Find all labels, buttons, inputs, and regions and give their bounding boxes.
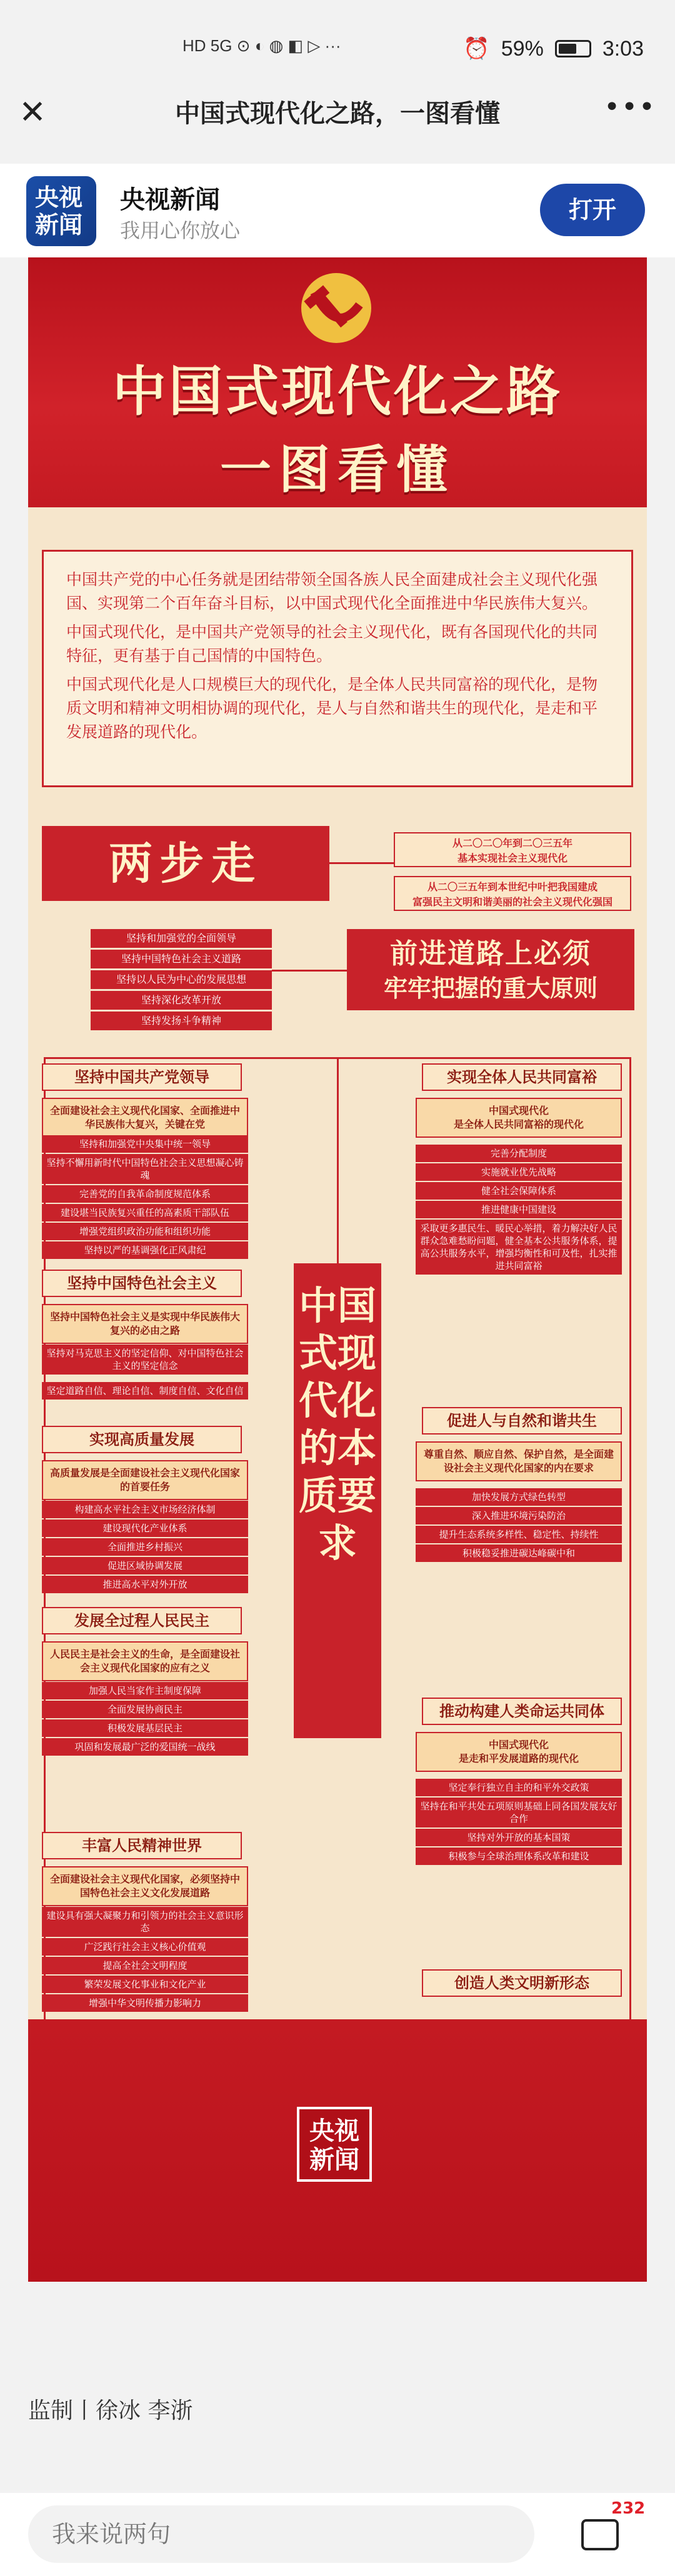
center-title: 中国式现代化的本质要求 [294,1263,381,1738]
section-title: 实现高质量发展 [42,1426,242,1453]
section-title: 发展全过程人民民主 [42,1607,242,1634]
principle-item: 坚持发扬斗争精神 [91,1012,272,1030]
section-item: 推进高水平对外开放 [42,1576,248,1593]
poster-header [28,257,647,507]
section-item: 提升生态系统多样性、稳定性、持续性 [416,1526,622,1543]
poster-subtitle: 一图看懂 [219,440,455,500]
app-logo-line2: 新闻 [35,211,83,239]
connector [329,862,394,864]
section-item: 坚持对外开放的基本国策 [416,1829,622,1846]
page-title: 中国式现代化之路，一图看懂 [175,99,500,128]
credits-line: 监制丨徐冰 李浙 [28,2398,193,2424]
app-logo-line1: 央视 [35,184,83,211]
app-slogan: 我用心你放心 [120,219,241,242]
principles-line1: 前进道路上必须 [390,938,591,970]
section-item: 建设具有强大凝聚力和引领力的社会主义意识形态 [42,1907,248,1937]
comment-input[interactable]: 我来说两句 [28,2505,534,2563]
principle-item: 坚持和加强党的全面领导 [91,929,272,948]
app-name: 央视新闻 [120,186,220,214]
clock: 3:03 [602,36,644,61]
close-icon[interactable]: ✕ [19,94,46,131]
section-item: 坚持和加强党中央集中统一领导 [42,1135,248,1153]
comment-icon[interactable] [581,2519,619,2550]
principle-item: 坚持中国特色社会主义道路 [91,950,272,968]
connector [629,1057,631,2032]
section-title: 促进人与自然和谐共生 [422,1407,622,1435]
section-item: 积极参与全球治理体系改革和建设 [416,1847,622,1865]
more-options-icon[interactable]: ••• [604,91,656,123]
section-lead: 中国式现代化 是全体人民共同富裕的现代化 [416,1098,622,1138]
intro-paragraph: 中国式现代化是人口规模巨大的现代化，是全体人民共同富裕的现代化，是物质文明和精神文明相协调的现代化，是人与自然和谐共生的现代化，是走和平发展道路的现代化。 [66,675,598,741]
section-item: 坚持以严的基调强化正风肃纪 [42,1241,248,1259]
title-bar [0,69,675,162]
section-title: 推动构建人类命运共同体 [422,1698,622,1725]
status-right [463,36,644,61]
section-item: 完善分配制度 [416,1145,622,1162]
section-lead: 人民民主是社会主义的生命，是全面建设社会主义现代化国家的应有之义 [42,1641,248,1681]
section-item: 推进健康中国建设 [416,1201,622,1218]
connector [272,970,347,972]
section-item: 巩固和发展最广泛的爱国统一战线 [42,1738,248,1756]
section-lead: 高质量发展是全面建设社会主义现代化国家的首要任务 [42,1460,248,1500]
comment-bar [0,2493,675,2576]
section-item: 提高全社会文明程度 [42,1957,248,1974]
section-item: 坚定道路自信、理论自信、制度自信、文化自信 [42,1382,248,1400]
step-item: 从二〇二〇年到二〇三五年 基本实现社会主义现代化 [394,832,631,867]
section-item: 增强党组织政治功能和组织功能 [42,1223,248,1240]
footer-logo-line2: 新闻 [309,2146,359,2174]
section-item: 建设堪当民族复兴重任的高素质干部队伍 [42,1204,248,1221]
section-item: 积极稳妥推进碳达峰碳中和 [416,1544,622,1562]
alarm-icon: ⏰ [463,37,490,61]
section-item: 加强人民当家作主制度保障 [42,1682,248,1699]
section-item: 实施就业优先战略 [416,1163,622,1181]
intro-paragraph: 中国共产党的中心任务就是团结带领全国各族人民全面建成社会主义现代化强国、实现第二个百年奋斗目标，以中国式现代化全面推进中华民族伟大复兴。 [66,570,598,612]
section-item: 繁荣发展文化事业和文化产业 [42,1976,248,1993]
section-title: 丰富人民精神世界 [42,1832,242,1859]
section-item: 坚持对马克思主义的坚定信仰、对中国特色社会主义的坚定信念 [42,1345,248,1375]
section-title: 坚持中国特色社会主义 [42,1270,242,1297]
status-icons: HD 5G ⊙ ◐ ◍ ◧ ▷ ··· [182,36,341,55]
section-title: 坚持中国共产党领导 [42,1063,242,1091]
comment-count: 232 [611,2499,646,2518]
section-item: 坚持在和平共处五项原则基础上同各国发展友好合作 [416,1798,622,1828]
principles-line2: 牢牢把握的重大原则 [383,974,598,1002]
section-title: 创造人类文明新形态 [422,1969,622,1997]
section-lead: 全面建设社会主义现代化国家、全面推进中华民族伟大复兴，关键在党 [42,1098,248,1138]
footer-logo-line1: 央视 [309,2117,359,2146]
app-logo [26,176,96,246]
section-lead: 尊重自然、顺应自然、保护自然，是全面建设社会主义现代化国家的内在要求 [416,1441,622,1481]
intro-box [42,550,633,787]
section-lead: 中国式现代化 是走和平发展道路的现代化 [416,1732,622,1772]
section-item: 完善党的自我革命制度规范体系 [42,1185,248,1203]
section-item: 深入推进环境污染防治 [416,1507,622,1524]
app-banner [0,164,675,257]
battery-percent: 59% [501,36,544,61]
section-item: 促进区域协调发展 [42,1557,248,1574]
section-item: 构建高水平社会主义市场经济体制 [42,1501,248,1518]
battery-icon [555,40,591,57]
two-steps-title: 两步走 [42,826,329,901]
section-item: 采取更多惠民生、暖民心举措，着力解决好人民群众急难愁盼问题，健全基本公共服务体系，提高公共服务水平，增强均衡性和可及性，扎实推进共同富裕 [416,1220,622,1275]
connector [337,1057,339,1263]
section-item: 全面发展协商民主 [42,1701,248,1718]
principle-item: 坚持以人民为中心的发展思想 [91,970,272,989]
party-emblem-icon [289,267,383,349]
open-app-button[interactable]: 打开 [540,184,645,236]
status-bar [0,0,675,61]
section-item: 积极发展基层民主 [42,1719,248,1737]
intro-paragraph: 中国式现代化，是中国共产党领导的社会主义现代化，既有各国现代化的共同特征，更有基于自己国情的中国特色。 [66,623,598,665]
poster-title: 中国式现代化之路 [112,360,562,423]
section-title: 实现全体人民共同富裕 [422,1063,622,1091]
section-item: 增强中华文明传播力影响力 [42,1994,248,2012]
section-item: 建设现代化产业体系 [42,1519,248,1537]
section-item: 坚持不懈用新时代中国特色社会主义思想凝心铸魂 [42,1154,248,1184]
section-item: 健全社会保障体系 [416,1182,622,1200]
section-lead: 坚持中国特色社会主义是实现中华民族伟大复兴的必由之路 [42,1304,248,1344]
footer-logo [297,2107,372,2182]
section-item: 加快发展方式绿色转型 [416,1488,622,1506]
section-lead: 全面建设社会主义现代化国家，必须坚持中国特色社会主义文化发展道路 [42,1866,248,1906]
infographic-poster [28,257,647,2282]
principle-item: 坚持深化改革开放 [91,991,272,1010]
section-item: 全面推进乡村振兴 [42,1538,248,1556]
section-item: 坚定奉行独立自主的和平外交政策 [416,1779,622,1796]
step-item: 从二〇三五年到本世纪中叶把我国建成 富强民主文明和谐美丽的社会主义现代化强国 [394,876,631,911]
section-item: 广泛践行社会主义核心价值观 [42,1938,248,1956]
principles-box [347,929,634,1010]
